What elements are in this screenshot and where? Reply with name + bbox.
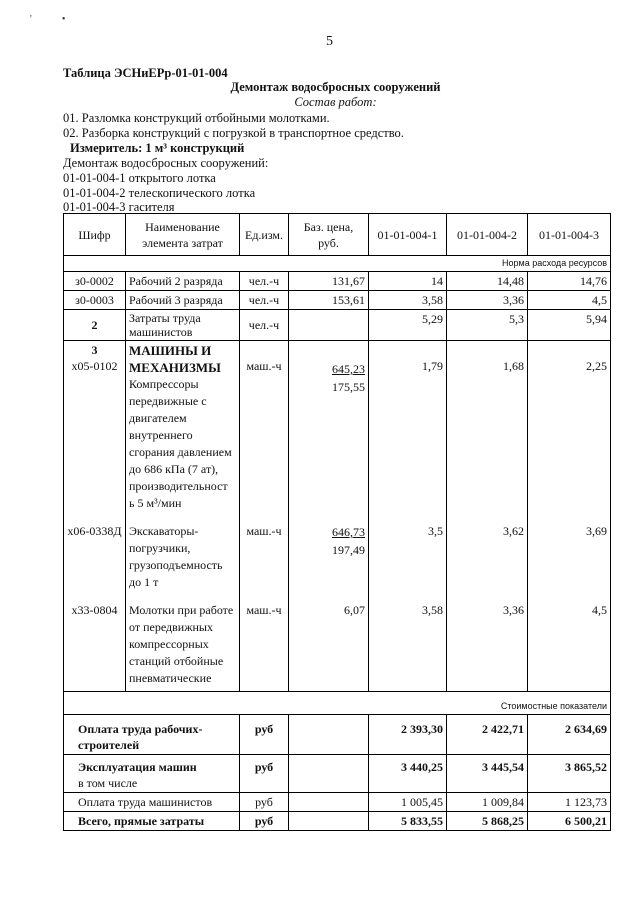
variant-2: 01-01-004-2 телескопического лотка	[63, 186, 256, 200]
machine-unit	[240, 341, 289, 514]
group-code-text: 3	[91, 343, 98, 357]
row-price-2: 175,55	[332, 380, 365, 394]
table-row	[64, 592, 611, 692]
machine-name	[126, 341, 240, 514]
page-number: 5	[326, 34, 333, 49]
norm-label: Норма расхода ресурсов	[64, 256, 611, 272]
total-value-1: 5 833,55	[369, 812, 447, 831]
row-name: Экскаваторы-погрузчики, грузоподъемность до 1 т	[126, 513, 240, 592]
col-price: Баз. цена, руб.	[289, 214, 369, 256]
meter: Измеритель: 1 м³ конструкций	[70, 141, 245, 155]
total-value-1: 1 005,45	[369, 793, 447, 812]
total-row	[64, 715, 611, 755]
cost-section-row	[64, 692, 611, 715]
row-name: Затраты труда машинистов	[126, 310, 240, 341]
total-name: Оплата труда машинистов	[64, 793, 240, 812]
composition-heading: Состав работ:	[294, 95, 377, 109]
row-price-2: 197,49	[332, 543, 365, 557]
total-price	[289, 812, 369, 831]
row-value-3: 5,94	[528, 310, 611, 341]
row-name: Рабочий 2 разряда	[126, 272, 240, 291]
row-code: х06-0338Д	[64, 513, 126, 592]
total-value-2: 1 009,84	[447, 793, 528, 812]
row-unit: маш.-ч	[240, 592, 289, 692]
subtitle: Демонтаж водосбросных сооружений:	[63, 156, 269, 170]
row-code: з0-0002	[64, 272, 126, 291]
row-unit: чел.-ч	[240, 310, 289, 341]
total-name: Эксплуатация машин	[78, 760, 197, 774]
col-code: Шифр	[64, 214, 126, 256]
total-value-3: 1 123,73	[528, 793, 611, 812]
table-row	[64, 272, 611, 291]
total-unit: руб	[240, 793, 289, 812]
row-value-2: 5,3	[447, 310, 528, 341]
row-unit: маш.-ч	[246, 359, 282, 373]
total-name: Оплата труда рабочих-строителей	[64, 715, 240, 755]
row-value-1: 3,5	[369, 513, 447, 592]
row-name: Молотки при работе от передвижных компрессорных станций отбойные пневматические	[126, 592, 240, 692]
total-name-cell	[64, 755, 240, 793]
row-name: Рабочий 3 разряда	[126, 291, 240, 310]
machines-group-row	[64, 341, 611, 514]
total-price	[289, 755, 369, 793]
row-value-2: 1,68	[503, 359, 524, 373]
machine-price	[289, 513, 369, 592]
row-value-2: 14,48	[447, 272, 528, 291]
col-variant-3: 01-01-004-3	[528, 214, 611, 256]
row-unit: чел.-ч	[240, 291, 289, 310]
row-value-1: 3,58	[369, 291, 447, 310]
row-unit: маш.-ч	[240, 513, 289, 592]
row-value-3: 4,5	[528, 291, 611, 310]
row-value-3: 3,69	[528, 513, 611, 592]
total-value-3: 6 500,21	[528, 812, 611, 831]
row-price: 646,73	[332, 525, 365, 539]
total-price	[289, 715, 369, 755]
machines-group-name: МАШИНЫ И МЕХАНИЗМЫ	[129, 343, 221, 375]
row-value-1: 14	[369, 272, 447, 291]
total-price	[289, 793, 369, 812]
machine-value-1	[369, 341, 447, 514]
col-variant-2: 01-01-004-2	[447, 214, 528, 256]
row-value-3: 14,76	[528, 272, 611, 291]
row-name: Компрессоры передвижные с двигателем внутреннего сгорания давлением до 686 кПа (7 ат), производительност ь 5 м³/мин	[129, 377, 232, 510]
total-value-1: 3 440,25	[369, 755, 447, 793]
row-code: х05-0102	[71, 359, 118, 373]
norm-section-row	[64, 256, 611, 272]
total-note: в том числе	[78, 776, 138, 790]
total-unit: руб	[240, 812, 289, 831]
total-value-3: 2 634,69	[528, 715, 611, 755]
row-value-1: 1,79	[422, 359, 443, 373]
table-header-row	[64, 214, 611, 256]
col-variant-1: 01-01-004-1	[369, 214, 447, 256]
total-value-2: 3 445,54	[447, 755, 528, 793]
total-value-1: 2 393,30	[369, 715, 447, 755]
table-row	[64, 310, 611, 341]
scan-specks: ' •	[30, 14, 66, 25]
table-row	[64, 513, 611, 592]
total-value-2: 2 422,71	[447, 715, 528, 755]
work-item-2: 02. Разборка конструкций с погрузкой в транспортное средство.	[63, 126, 404, 140]
machine-price	[289, 341, 369, 514]
machine-value-2	[447, 341, 528, 514]
row-code: х33-0804	[64, 592, 126, 692]
row-price: 645,23	[332, 362, 365, 376]
total-value-2: 5 868,25	[447, 812, 528, 831]
section-title: Демонтаж водосбросных сооружений	[230, 80, 441, 94]
machine-value-3	[528, 341, 611, 514]
row-value-1: 5,29	[369, 310, 447, 341]
col-name: Наименование элемента затрат	[126, 214, 240, 256]
total-unit: руб	[240, 715, 289, 755]
row-value-2: 3,36	[447, 592, 528, 692]
variant-1: 01-01-004-1 открытого лотка	[63, 171, 216, 185]
total-value-3: 3 865,52	[528, 755, 611, 793]
row-price	[289, 310, 369, 341]
total-unit: руб	[240, 755, 289, 793]
row-unit: чел.-ч	[240, 272, 289, 291]
row-price: 153,61	[289, 291, 369, 310]
row-code: 2	[64, 310, 126, 341]
row-value-3: 2,25	[586, 359, 607, 373]
work-item-1: 01. Разломка конструкций отбойными молотками.	[63, 111, 330, 125]
cost-label: Стоимостные показатели	[64, 692, 611, 715]
row-value-2: 3,62	[447, 513, 528, 592]
variant-3: 01-01-004-3 гасителя	[63, 200, 175, 214]
col-unit: Ед.изм.	[240, 214, 289, 256]
machines-group-code	[64, 341, 126, 514]
row-code: з0-0003	[64, 291, 126, 310]
total-row	[64, 793, 611, 812]
row-value-2: 3,36	[447, 291, 528, 310]
total-row	[64, 755, 611, 793]
total-name: Всего, прямые затраты	[64, 812, 240, 831]
row-value-3: 4,5	[528, 592, 611, 692]
table-row	[64, 291, 611, 310]
row-value-1: 3,58	[369, 592, 447, 692]
resource-table	[63, 213, 611, 831]
total-row	[64, 812, 611, 831]
row-price: 131,67	[289, 272, 369, 291]
row-price: 6,07	[289, 592, 369, 692]
table-title: Таблица ЭСНиЕРр-01-01-004	[63, 66, 228, 80]
